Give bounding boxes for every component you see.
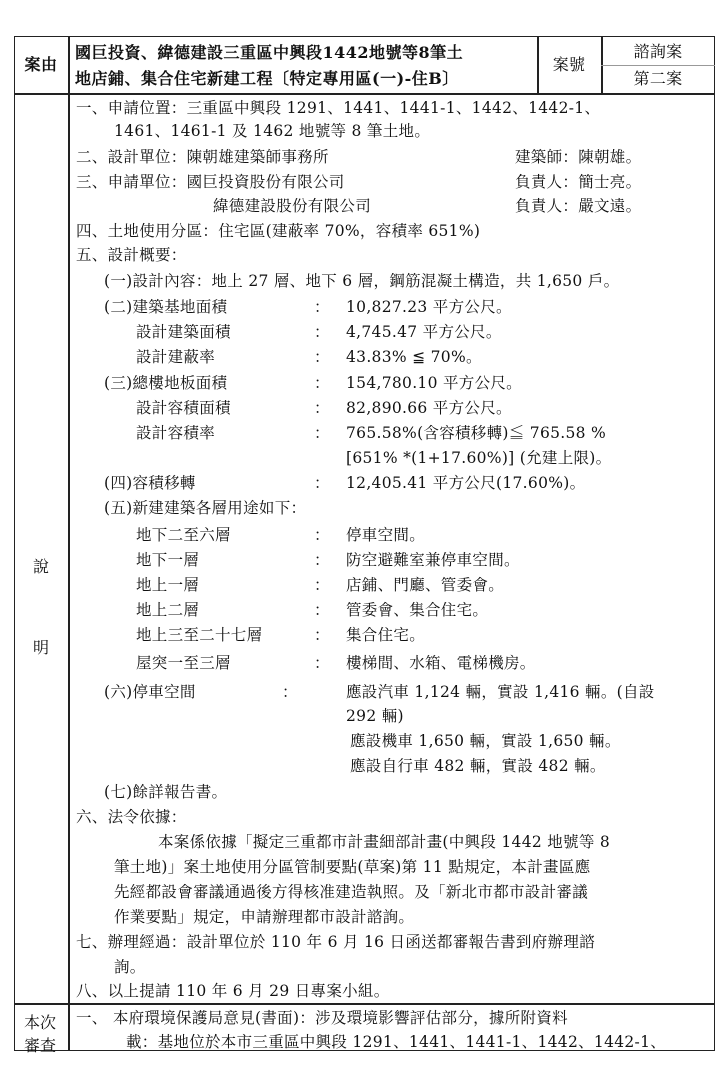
colon: ： (314, 323, 330, 341)
floor-use: 店鋪、門廳、管委會。 (346, 576, 505, 594)
section-4-zoning: 四、土地使用分區：住宅區(建蔽率 70%，容積率 651%) (76, 222, 481, 240)
section-1-line1: 一、申請位置：三重區中興段 1291、1441、1441-1、1442、1442-1、 (76, 99, 601, 117)
section-7-line2: 詢。 (114, 958, 146, 976)
section-1-line2: 1461、1461-1 及 1462 地號等 8 筆土地。 (114, 122, 431, 140)
section-3-applicant-2: 緯德建設股份有限公司 (213, 197, 372, 215)
volume-area-value: 82,890.66 平方公尺。 (346, 399, 512, 417)
see-report: (七)餘詳報告書。 (104, 783, 228, 801)
section-3-owner: 負責人：簡士亮。 (515, 173, 642, 191)
section-2-architect: 建築師：陳朝雄。 (515, 148, 642, 166)
floor-name: 地下二至六層 (136, 526, 231, 544)
colon: ： (314, 348, 330, 366)
floor-uses-heading: (五)新建建築各層用途如下： (104, 499, 307, 517)
floor-use: 集合住宅。 (346, 626, 426, 644)
parking-cars: 應設汽車 1,124 輛，實設 1,416 輛。(自設 (346, 683, 655, 701)
legal-basis-line4: 作業要點」規定，申請辦理都市設計諮詢。 (114, 908, 415, 926)
far-value: 765.58%(含容積移轉)≦ 765.58 % (346, 424, 607, 442)
header-bottom-line (14, 93, 715, 95)
section-8: 八、以上提請 110 年 6 月 29 日專案小組。 (76, 982, 390, 1000)
consult-label: 諮詢案 (633, 42, 683, 61)
coverage-ratio-label: 設計建蔽率 (136, 348, 216, 366)
far-limit: [651% *(1+17.60%)] (允建上限)。 (346, 449, 612, 467)
floor-name: 地上三至二十七層 (136, 626, 263, 644)
colon: ： (314, 298, 330, 316)
total-floor-area-label: (三)總樓地板面積 (104, 374, 228, 392)
review-item-1-line1: 一、 本府環境保護局意見(書面)：涉及環境影響評估部分，據所附資料 (76, 1009, 568, 1027)
colon: ： (314, 551, 330, 569)
coverage-ratio-value: 43.83% ≦ 70%。 (346, 348, 482, 366)
floor-name: 地上一層 (136, 576, 200, 594)
section-2-design-unit: 二、設計單位：陳朝雄建築師事務所 (76, 148, 329, 166)
floor-name: 地上二層 (136, 601, 200, 619)
colon: ： (314, 374, 330, 392)
far-transfer-value: 12,405.41 平方公尺(17.60%)。 (346, 474, 586, 492)
review-label-2: 審查 (24, 1036, 57, 1055)
parking-cars-self: 292 輛) (346, 707, 404, 725)
colon: ： (314, 626, 330, 644)
site-area-label: (二)建築基地面積 (104, 298, 228, 316)
section-3-owner-2: 負責人：嚴文遠。 (515, 197, 642, 215)
colon: ： (314, 399, 330, 417)
case-label: 案由 (24, 55, 58, 74)
building-area-label: 設計建築面積 (136, 323, 231, 341)
floor-name: 地下一層 (136, 551, 200, 569)
colon: ： (314, 424, 330, 442)
explain-label-1: 說 (33, 557, 50, 576)
review-label-1: 本次 (24, 1013, 57, 1032)
colon: ： (314, 654, 330, 672)
volume-area-label: 設計容積面積 (136, 399, 231, 417)
colon: ： (314, 474, 330, 492)
review-item-1-line2: 載：基地位於本市三重區中興段 1291、1441、1441-1、1442、1442-1、 (126, 1033, 667, 1051)
section-7-line1: 七、辦理經過：設計單位於 110 年 6 月 16 日函送都審報告書到府辦理諮 (76, 933, 595, 951)
parking-bicycles: 應設自行車 482 輛，實設 482 輛。 (350, 757, 606, 775)
floor-use: 防空避難室兼停車空間。 (346, 551, 520, 569)
far-label: 設計容積率 (136, 424, 216, 442)
far-transfer-label: (四)容積移轉 (104, 474, 196, 492)
parking-label: (六)停車空間 (104, 683, 196, 701)
case-title-line1: 國巨投資、緯德建設三重區中興段1442地號等8筆土 (75, 43, 464, 62)
total-floor-area-value: 154,780.10 平方公尺。 (346, 374, 522, 392)
review-top-line (14, 1003, 715, 1005)
floor-use: 停車空間。 (346, 526, 426, 544)
building-area-value: 4,745.47 平方公尺。 (346, 323, 502, 341)
colon: ： (314, 601, 330, 619)
explain-label-2: 明 (33, 638, 50, 657)
section-6-heading: 六、法令依據： (76, 808, 187, 826)
section-5-heading: 五、設計概要： (76, 246, 187, 264)
colon: ： (314, 576, 330, 594)
case-title-line2: 地店鋪、集合住宅新建工程〔特定專用區(一)-住B〕 (75, 69, 459, 88)
colon: ： (282, 683, 298, 701)
consult-mid-line (601, 65, 715, 66)
legal-basis-line1: 本案係依據「擬定三重都市計畫細部計畫(中興段 1442 地號等 8 (158, 833, 611, 851)
label-column-divider (68, 36, 70, 1051)
parking-motorcycles: 應設機車 1,650 輛，實設 1,650 輛。 (350, 732, 621, 750)
legal-basis-line3: 先經都設會審議通過後方得核准建造執照。及「新北市都市設計審議 (114, 883, 589, 901)
colon: ： (314, 526, 330, 544)
design-content: (一)設計內容：地上 27 層、地下 6 層，鋼筋混凝土構造，共 1,650 戶。 (104, 272, 620, 290)
legal-basis-line2: 筆土地)」案土地使用分區管制要點(草案)第 11 點規定，本計畫區應 (114, 858, 591, 876)
site-area-value: 10,827.23 平方公尺。 (346, 298, 512, 316)
case-no-label: 案號 (552, 55, 586, 74)
floor-use: 樓梯間、水箱、電梯機房。 (346, 654, 536, 672)
section-3-applicant: 三、申請單位：國巨投資股份有限公司 (76, 173, 345, 191)
consult-number: 第二案 (633, 69, 683, 88)
floor-use: 管委會、集合住宅。 (346, 601, 489, 619)
floor-name: 屋突一至三層 (136, 654, 231, 672)
